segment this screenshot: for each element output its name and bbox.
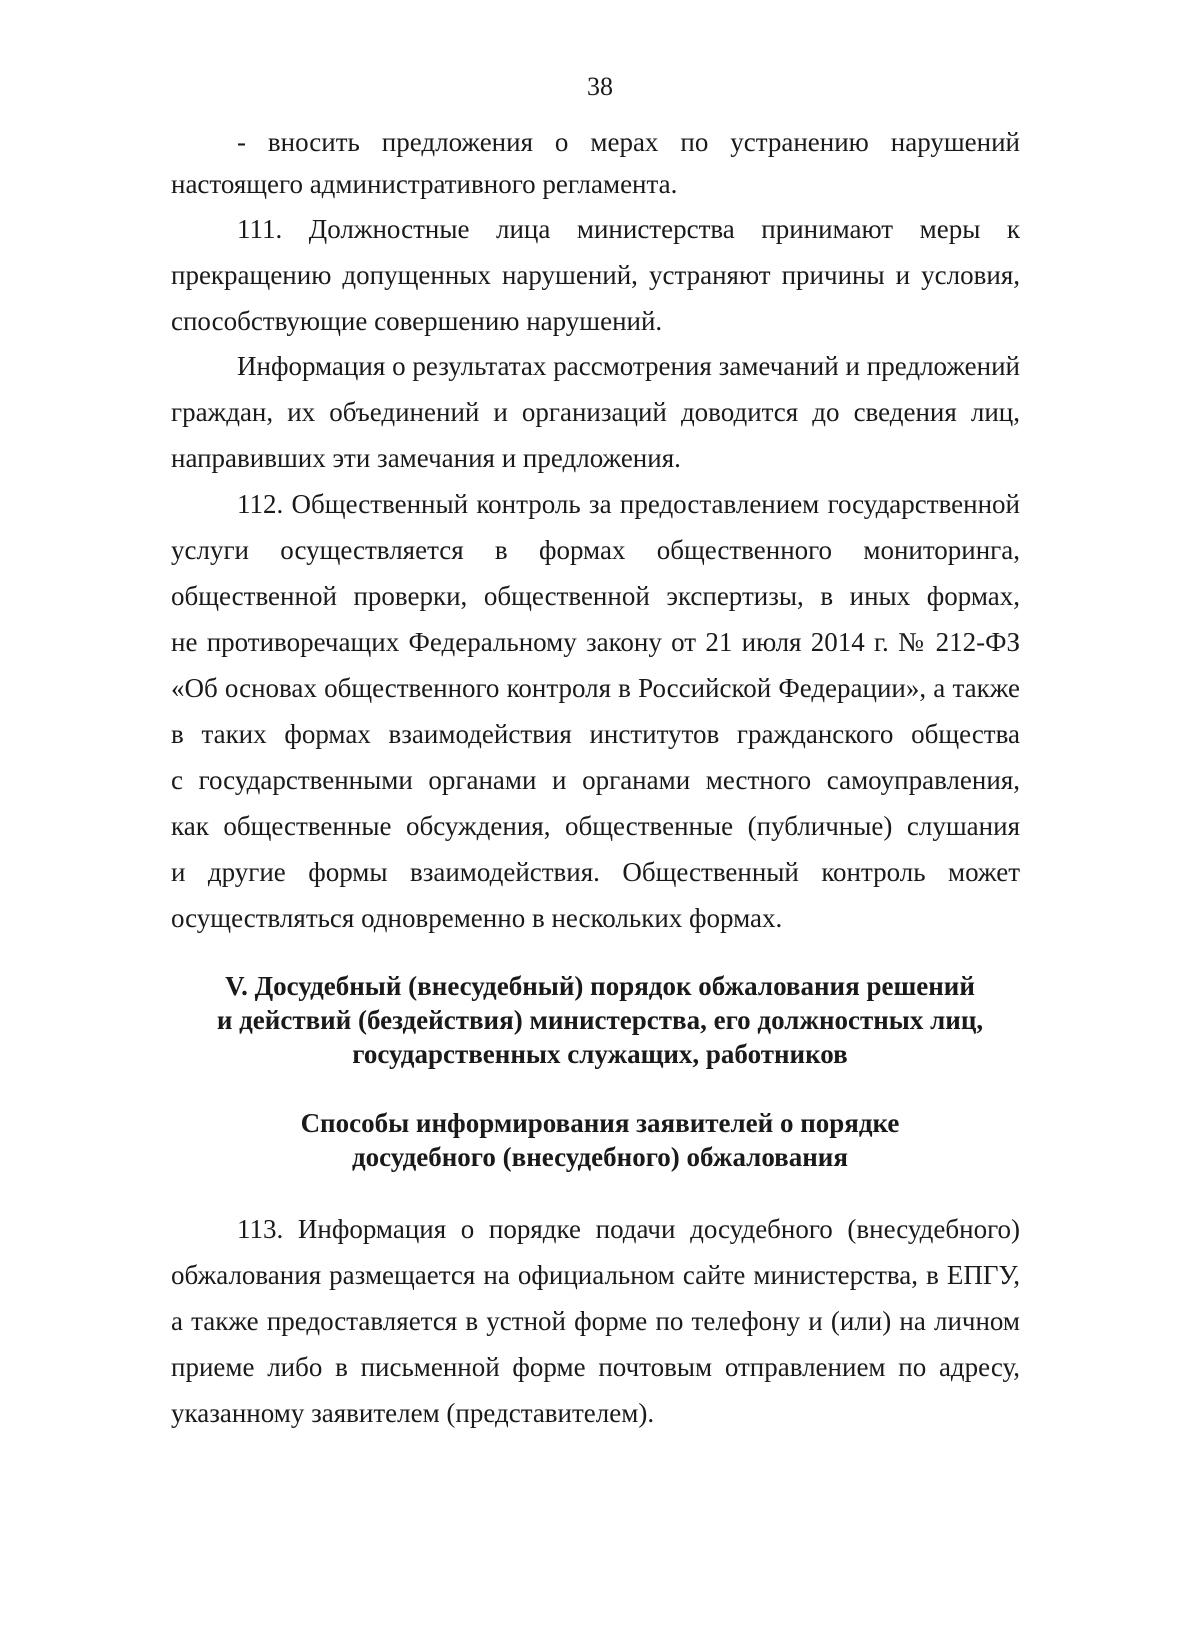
text-line: указанному заявителем (представителем). (171, 1398, 655, 1428)
text-line: прекращению допущенных нарушений, устраняют причины и условия, (171, 260, 1020, 290)
heading-line: и действий (бездействия) министерства, его должностных лиц, (216, 1005, 984, 1035)
text-line: как общественные обсуждения, общественные (публичные) слушания (171, 811, 1020, 841)
text-line: с государственными органами и органами местного самоуправления, (171, 765, 1020, 795)
heading-line: государственных служащих, работников (352, 1039, 848, 1069)
text-line: 111. Должностные лица министерства принимают меры к (237, 214, 1020, 244)
text-line: и другие формы взаимодействия. Общественный контроль может (171, 857, 1020, 887)
text-line: «Об основах общественного контроля в Российской Федерации», а также (171, 673, 1020, 703)
text-line: не противоречащих Федеральному закону от 21 июля 2014 г. № 212-ФЗ (171, 627, 1020, 657)
text-line: Информация о результатах рассмотрения замечаний и предложений (237, 351, 1020, 381)
heading-line: V. Досудебный (внесудебный) порядок обжалования решений (225, 971, 975, 1001)
heading-line: Способы информирования заявителей о порядке (300, 1108, 900, 1138)
text-line: 113. Информация о порядке подачи досудебного (внесудебного) (237, 1214, 1020, 1244)
text-line: услуги осуществляется в формах общественного мониторинга, (171, 535, 1020, 565)
text-line: общественной проверки, общественной экспертизы, в иных формах, (171, 581, 1020, 611)
text-line: 112. Общественный контроль за предоставлением государственной (237, 489, 1020, 519)
text-line: в таких формах взаимодействия институтов гражданского общества (171, 719, 1020, 749)
text-line: настоящего административного регламента. (171, 169, 678, 199)
text-line: граждан, их объединений и организаций доводится до сведения лиц, (171, 397, 1020, 427)
page-number: 38 (587, 72, 613, 101)
text-line: обжалования размещается на официальном сайте министерства, в ЕПГУ, (171, 1260, 1020, 1290)
text-line: а также предоставляется в устной форме по телефону и (или) на личном (171, 1306, 1020, 1336)
heading-line: досудебного (внесудебного) обжалования (352, 1142, 848, 1172)
text-line: направивших эти замечания и предложения. (171, 443, 681, 473)
text-line: осуществляться одновременно в нескольких формах. (171, 903, 783, 933)
text-line: - вносить предложения о мерах по устранению нарушений (237, 127, 1020, 157)
text-line: приеме либо в письменной форме почтовым отправлением по адресу, (171, 1352, 1020, 1382)
text-line: способствующие совершению нарушений. (171, 306, 663, 336)
